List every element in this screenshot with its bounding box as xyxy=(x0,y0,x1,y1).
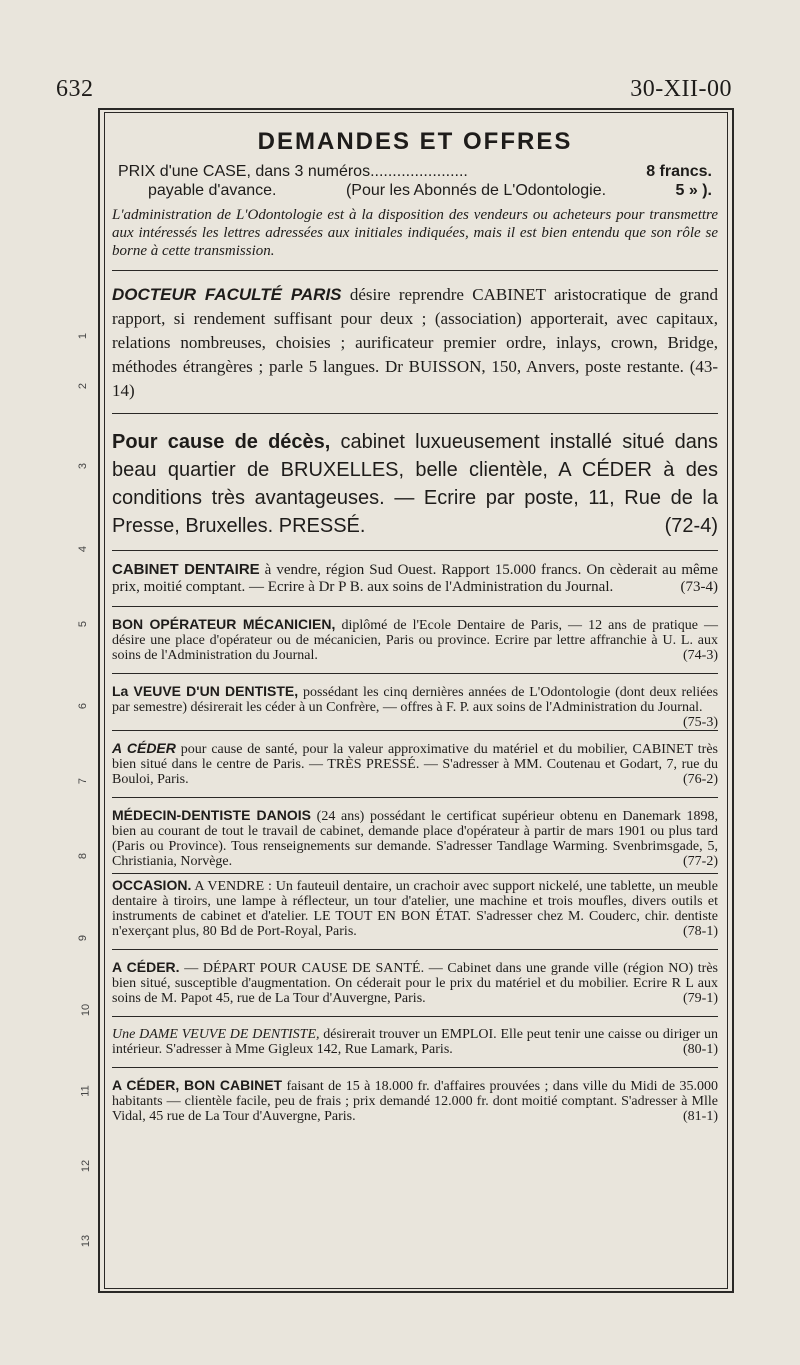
ad-item xyxy=(112,683,719,730)
margin-number: 13 xyxy=(80,1234,93,1248)
ad-heading: MÉDECIN-DENTISTE DANOIS xyxy=(112,807,311,823)
price-line-2 xyxy=(112,181,718,200)
ad-ref: (75-3) xyxy=(683,715,718,730)
margin-number: 2 xyxy=(77,382,90,390)
ad-heading: A CÉDER, BON CABINET xyxy=(112,1077,283,1093)
ad-ref: (43-14) xyxy=(112,357,719,400)
ad-item xyxy=(112,1027,718,1057)
margin-number: 6 xyxy=(77,702,90,710)
ad-body: faisant de 15 à 18.000 fr. d'affaires prouvées ; dans ville du Midi de 35.000 habitants — clientèle facile, peu de frais ; prix demandé 12.000 fr. dont moitié comptant. S'adresser à Mlle Vidal, 45 rue de La Tour d'Auvergne, Paris. xyxy=(112,1079,719,1124)
ad-item xyxy=(112,960,718,1006)
ad-ref: (77-2) xyxy=(683,854,718,869)
ad-ref: (79-1) xyxy=(683,991,718,1006)
ad-item xyxy=(112,617,718,663)
page-date: 30-XII-00 xyxy=(630,76,732,102)
margin-number: 11 xyxy=(79,1085,92,1097)
ad-item xyxy=(112,283,718,403)
ad-heading: Une DAME VEUVE DE DENTISTE, xyxy=(112,1027,320,1042)
divider xyxy=(112,797,718,798)
ad-heading: La VEUVE D'UN DENTISTE, xyxy=(112,683,299,699)
ad-item xyxy=(112,428,718,540)
margin-number: 9 xyxy=(77,934,90,942)
ad-heading: BON OPÉRATEUR MÉCANICIEN, xyxy=(112,616,336,632)
ad-body: cabinet luxueusement installé situé dans beau quartier de BRUXELLES, belle clientèle, A CÉDER à des conditions très avantageuses. — Ecrire par poste, 11, Rue de la Presse, Bruxelles. PRESSÉ. xyxy=(112,431,718,537)
ad-heading: Pour cause de décès, xyxy=(112,431,331,453)
ad-body: à vendre, région Sud Ouest. Rapport 15.000 francs. On cèderait au même prix, moitié comptant. — Ecrire à Dr P B. aux soins de l'Administration du Journal. xyxy=(112,562,718,595)
ad-body: pour cause de santé, pour la valeur approximative du matériel et du mobilier, CABINET très bien situé dans le centre de Paris. — TRÈS PRESSÉ. — S'adresser à MM. Coutenau et Godart, 7, rue du Bouloi, Paris. xyxy=(112,742,718,787)
ad-item xyxy=(112,1078,718,1124)
margin-number: 8 xyxy=(77,852,90,860)
ad-ref: (80-1) xyxy=(683,1042,718,1057)
ad-item xyxy=(112,878,718,939)
divider xyxy=(112,413,718,414)
ad-ref: (72-4) xyxy=(664,515,718,537)
page-number: 632 xyxy=(56,76,94,102)
margin-number: 10 xyxy=(80,1003,93,1017)
subscriber-note: (Pour les Abonnés de L'Odontologie. xyxy=(345,182,607,199)
divider xyxy=(112,949,718,950)
ad-ref: (73-4) xyxy=(680,579,718,595)
ad-item xyxy=(112,561,718,596)
payment-terms: payable d'avance. xyxy=(148,182,277,199)
margin-number: 7 xyxy=(77,777,90,785)
divider xyxy=(112,1016,718,1017)
subscriber-price: 5 » ). xyxy=(675,182,712,199)
margin-number: 12 xyxy=(80,1159,93,1173)
ad-body: — DÉPART POUR CAUSE DE SANTÉ. — Cabinet dans une grande ville (région NO) très bien situé, susceptible d'augmentation. On céderait pour le prix du matériel et du mobilier. Ecrire R L aux soins de M. Papot 45, rue de La Tour d'Auvergne, Paris. xyxy=(112,961,718,1006)
margin-number: 3 xyxy=(77,462,90,470)
ad-heading: DOCTEUR FACULTÉ PARIS xyxy=(112,285,342,304)
divider xyxy=(112,1067,718,1068)
ad-body: diplômé de l'Ecole Dentaire de Paris, — 12 ans de pratique — désire une place d'opérateur ou de mécanicien, Paris ou province. Ecrire par lettre affranchie à U. L. aux soins de l'Administration du Journal. xyxy=(112,618,718,663)
ad-body: possédant les cinq dernières années de L'Odontologie (dont deux reliées par semestre) désirerait les céder à un Confrère, — offres à F. P. aux soins de l'Administration du Journal. xyxy=(112,685,719,715)
ad-heading: OCCASION. xyxy=(112,877,192,893)
divider xyxy=(112,730,718,731)
ad-ref: (81-1) xyxy=(683,1109,718,1124)
margin-number: 4 xyxy=(77,545,90,553)
ad-body: désirerait trouver un EMPLOI. Elle peut tenir une caisse ou diriger un intérieur. S'adresser à Mme Gigleux 142, Rue Lamark, Paris. xyxy=(112,1027,719,1057)
administration-notice: L'administration de L'Odontologie est à la disposition des vendeurs ou acheteurs pour transmettre aux intéressés les lettres adressées aux initiales indiquées, mais il est bien entendu que son rôle se borne à cette transmission. xyxy=(112,207,718,259)
divider xyxy=(112,606,718,607)
divider xyxy=(112,270,718,271)
divider xyxy=(112,873,718,874)
ad-heading: A CÉDER. xyxy=(112,959,180,975)
ad-body: (24 ans) possédant le certificat supérieur obtenu en Danemark 1898, bien au courant de tout le travail de cabinet, demande place d'opérateur à partir de mars 1901 ou plus tard (Paris ou Province). Tous renseignements sur demande. S'adresser Tandlage Warming. Svenbrimsgade, 5, Christiania, Norvège. xyxy=(112,809,718,869)
price-value: 8 francs. xyxy=(646,163,712,180)
ad-item xyxy=(112,808,718,869)
divider xyxy=(112,673,718,674)
section-title: DEMANDES ET OFFRES xyxy=(257,128,573,155)
ad-body: A VENDRE : Un fauteuil dentaire, un crachoir avec support nickelé, une tablette, un meuble dentaire à tiroirs, une lampe à réflecteur, un tour d'atelier, une machine et trois moufles, divers outils et instruments de cabinet et d'atelier. LE TOUT EN BON ÉTAT. S'adresser chez M. Couderc, chir. dentiste n'exerçant plus, 80 Bd de Port-Royal, Paris. xyxy=(112,879,718,939)
margin-number: 5 xyxy=(77,620,90,628)
margin-number: 1 xyxy=(77,332,90,340)
ad-item xyxy=(112,741,718,787)
price-line-1 xyxy=(112,162,718,181)
price-label: PRIX d'une CASE, dans 3 numéros...................... xyxy=(118,163,468,180)
ad-ref: (74-3) xyxy=(683,648,718,663)
ad-heading: A CÉDER xyxy=(112,740,176,756)
ad-body: désire reprendre CABINET aristocratique de grand rapport, si rendement suffisant pour deux ; (association) apporterait, avec capitaux, relations nombreuses, choisies ; aurificateur premier ordre, inlays, crown, Bridge, méthodes étrangères ; parle 5 langues. Dr BUISSON, 150, Anvers, poste restante. xyxy=(112,285,718,376)
ad-ref: (76-2) xyxy=(683,772,718,787)
classifieds-section xyxy=(112,118,718,1124)
divider xyxy=(112,550,718,551)
ad-ref: (78-1) xyxy=(683,924,718,939)
ad-heading: CABINET DENTAIRE xyxy=(112,561,260,578)
